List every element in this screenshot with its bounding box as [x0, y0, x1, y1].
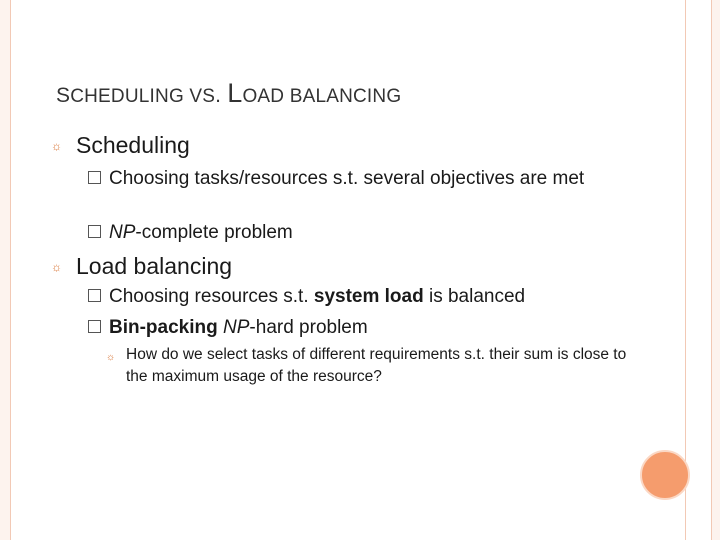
checkbox-bullet-icon — [88, 225, 101, 238]
checkbox-bullet-icon — [88, 171, 101, 184]
scheduling-sub-1: Choosing tasks/resources s.t. several objectives are met — [88, 167, 608, 191]
decorative-circle — [640, 450, 690, 500]
load-balancing-sub-3: ☼ How do we select tasks of different requirements s.t. their sum is close to the maximum usage of the resource? — [106, 346, 627, 385]
scheduling-heading: Scheduling — [76, 132, 190, 158]
slide — [10, 0, 712, 540]
load-balancing-sub-2: Bin-packing NP-hard problem — [88, 316, 368, 340]
load-balancing-heading: Load balancing — [76, 253, 233, 279]
decorative-line — [685, 0, 686, 540]
sun-bullet-icon: ☼ — [51, 139, 62, 153]
bullet-load-balancing — [51, 253, 233, 280]
load-balancing-sub-1: Choosing resources s.t. system load is balanced — [88, 285, 525, 309]
checkbox-bullet-icon — [88, 289, 101, 302]
sun-bullet-icon: ☼ — [51, 260, 62, 274]
checkbox-bullet-icon — [88, 320, 101, 333]
bullet-scheduling — [51, 132, 190, 159]
slide-title: SCHEDULING VS. LOAD BALANCING — [56, 78, 402, 108]
sun-bullet-icon: ☼ — [106, 352, 116, 363]
scheduling-sub-2: NP-complete problem — [88, 221, 293, 245]
